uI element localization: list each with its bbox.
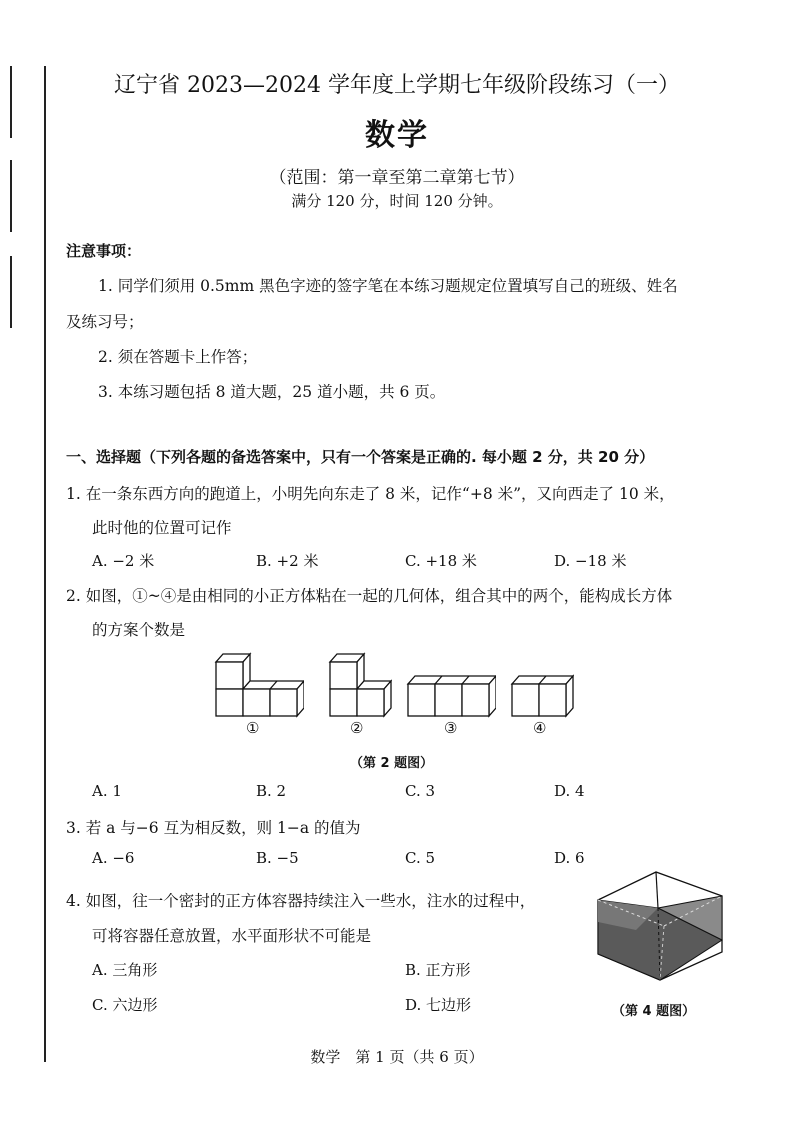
q4-figure-caption: （第 4 题图）: [612, 1004, 696, 1019]
q1-text-line1: 1. 在一条东西方向的跑道上，小明先向东走了 8 米，记作“+8 米”，又向西走了 10 米，: [66, 485, 675, 503]
q2-text-line2: 的方案个数是: [92, 621, 186, 639]
q4-option-d: D. 七边形: [405, 996, 472, 1014]
score-time-text: 满分 120 分，时间 120 分钟。: [291, 192, 503, 210]
figure-label-2: ②: [350, 719, 364, 737]
q1-option-d: D. −18 米: [554, 552, 627, 570]
binding-line-left-3: [10, 256, 12, 328]
q2-option-c: C. 3: [405, 782, 436, 800]
note-item-2: 2. 须在答题卡上作答；: [98, 348, 258, 366]
q4-text-line1: 4. 如图，往一个密封的正方体容器持续注入一些水，注水的过程中，: [66, 892, 536, 910]
q2-figure-caption: （第 2 题图）: [350, 756, 434, 771]
q1-option-b: B. +2 米: [256, 552, 319, 570]
note-item-1-cont: 及练习号；: [66, 313, 144, 331]
page-footer: 数学 第 1 页（共 6 页）: [310, 1048, 484, 1066]
binding-line-main: [44, 66, 46, 1062]
note-item-1: 1. 同学们须用 0.5mm 黑色字迹的签字笔在本练习题规定位置填写自己的班级、姓名: [98, 277, 678, 295]
cube-figure-3: [406, 674, 496, 720]
q2-option-a: A. 1: [92, 782, 122, 800]
scope-text: （范围：第一章至第二章第七节）: [269, 168, 525, 188]
q1-option-c: C. +18 米: [405, 552, 477, 570]
q4-option-c: C. 六边形: [92, 996, 158, 1014]
q1-option-a: A. −2 米: [92, 552, 155, 570]
figure-label-1: ①: [246, 719, 260, 737]
q2-text-line1: 2. 如图，①~④是由相同的小正方体粘在一起的几何体，组合其中的两个，能构成长方体: [66, 587, 673, 605]
q3-option-b: B. −5: [256, 849, 299, 867]
q3-text: 3. 若 a 与−6 互为相反数，则 1−a 的值为: [66, 819, 361, 837]
q4-text-line2: 可将容器任意放置，水平面形状不可能是: [92, 927, 372, 945]
q4-option-b: B. 正方形: [405, 961, 471, 979]
q3-option-c: C. 5: [405, 849, 436, 867]
q2-option-b: B. 2: [256, 782, 287, 800]
cube-figure-4: [510, 674, 574, 720]
q3-option-a: A. −6: [92, 849, 135, 867]
q4-option-a: A. 三角形: [92, 961, 158, 979]
cube-figure-2: [328, 650, 392, 720]
water-cube-figure: [596, 870, 726, 982]
section-1-heading: 一、选择题（下列各题的备选答案中，只有一个答案是正确的. 每小题 2 分，共 20 分）: [66, 448, 655, 466]
cube-figure-1: [214, 650, 304, 720]
note-item-3: 3. 本练习题包括 8 道大题，25 道小题，共 6 页。: [98, 383, 446, 401]
figure-label-3: ③: [444, 719, 458, 737]
q1-text-line2: 此时他的位置可记作: [92, 519, 232, 537]
figure-label-4: ④: [533, 719, 547, 737]
notes-heading: 注意事项：: [66, 242, 142, 260]
subject-title: 数学: [365, 118, 429, 153]
exam-title: 辽宁省 2023—2024 学年度上学期七年级阶段练习（一）: [114, 73, 680, 98]
q3-option-d: D. 6: [554, 849, 585, 867]
q2-option-d: D. 4: [554, 782, 585, 800]
